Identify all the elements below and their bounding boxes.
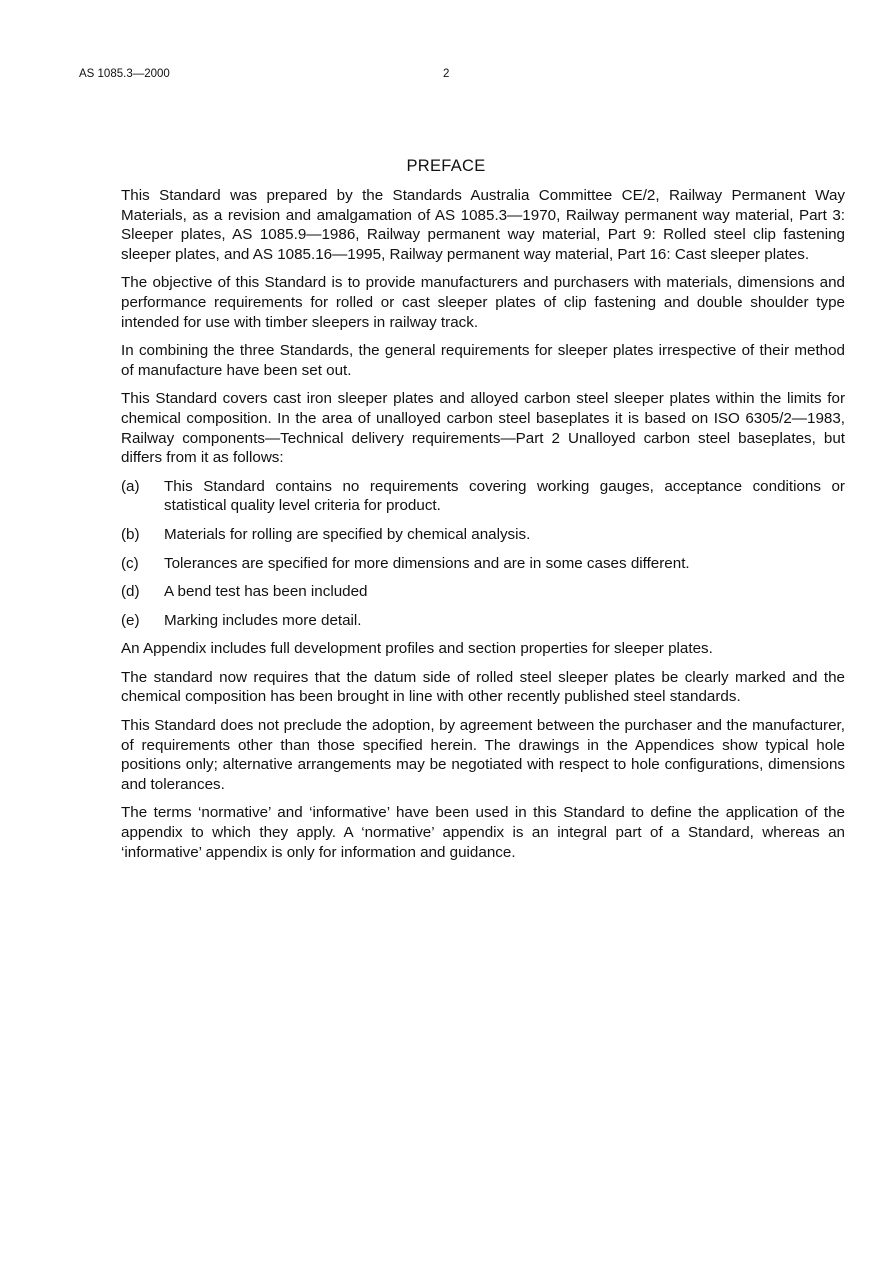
list-item-text: Materials for rolling are specified by chemical analysis. [164,525,531,543]
list-item [121,554,845,574]
list-item [121,477,845,516]
list-item-text: A bend test has been included [164,583,368,601]
paragraph-datum-side: The standard now requires that the datum side of rolled steel sleeper plates be clearly marked and the chemical composition has been brought in line with other recently published steel standards. [121,668,845,706]
paragraph-agreement: This Standard does not preclude the adoption, by agreement between the purchaser and the manufacturer, of requirements other than those specified herein. The drawings in the Appendices show typical hole positions only; alternative arrangements may be negotiated with respect to hole configurations, dimensions and tolerances. [121,717,845,793]
list-item-text: Tolerances are specified for more dimensions and are in some cases different. [164,554,690,572]
list-item-label: (d) [121,583,140,601]
paragraph-combining: In combining the three Standards, the general requirements for sleeper plates irrespective of their method of manufacture have been set out. [121,342,845,379]
paragraph-appendix: An Appendix includes full development profiles and section properties for sleeper plates. [121,640,713,658]
paragraph-committee: This Standard was prepared by the Standards Australia Committee CE/2, Railway Permanent Way Materials, as a revision and amalgamation of AS 1085.3—1970, Railway permanent way material, Part 3: Sleeper plates, AS 1085.9—1986, Railway permanent way material, Part 9: Rolled steel clip fastening sleeper plates, and AS 1085.16—1995, Railway permanent way material, Part 16: Cast sleeper plates. [121,187,845,263]
list-item [121,582,845,602]
paragraph-normative-terms: The terms ‘normative’ and ‘informative’ have been used in this Standard to define the application of the appendix to which they apply. A ‘normative’ appendix is an integral part of a Standard, whereas an ‘informative’ appendix is only for information and guidance. [121,804,845,861]
list-item-text: Marking includes more detail. [164,611,362,629]
list-item [121,525,845,545]
list-item-label: (e) [121,611,140,629]
page-title: PREFACE [406,157,486,175]
paragraph-scope: This Standard covers cast iron sleeper plates and alloyed carbon steel sleeper plates within the limits for chemical composition. In the area of unalloyed carbon steel baseplates it is based on ISO 6305/2—1983, Railway components—Technical delivery requirements—Part 2 Unalloyed carbon steel baseplates, but differs from it as follows: [121,390,845,467]
list-item-label: (b) [121,525,140,543]
document-body [121,186,845,871]
paragraph-objective: The objective of this Standard is to provide manufacturers and purchasers with materials, dimensions and performance requirements for rolled or cast sleeper plates of clip fastening and double shoulder type intended for use with timber sleepers in railway track. [121,274,845,331]
list-item-label: (a) [121,477,140,495]
page-number: 2 [443,68,450,80]
document-identifier: AS 1085.3—2000 [79,68,170,80]
list-item-label: (c) [121,554,139,572]
differences-list [121,477,845,631]
list-item-text: This Standard contains no requirements covering working gauges, acceptance conditions or statistical quality level criteria for product. [164,477,845,515]
list-item [121,611,845,631]
